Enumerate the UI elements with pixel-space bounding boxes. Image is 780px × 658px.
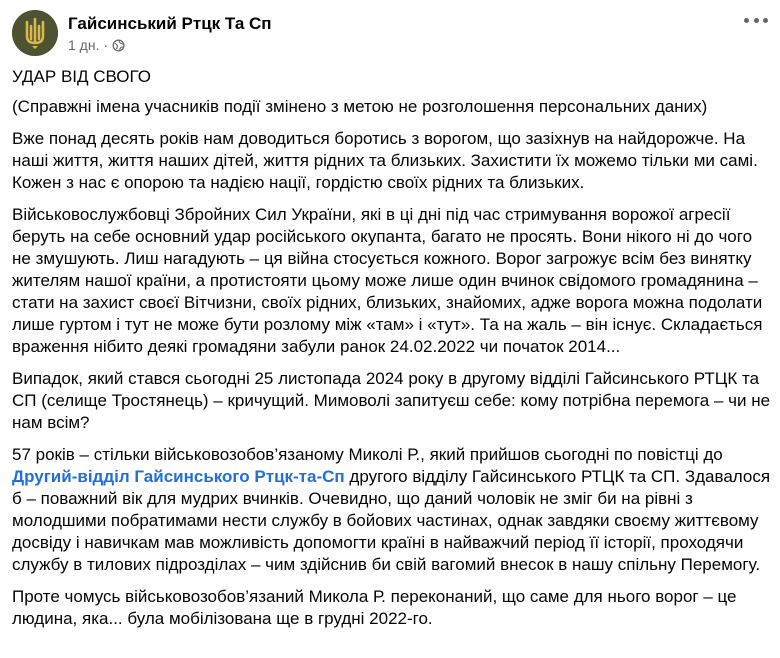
post-paragraph: Вже понад десять років нам доводиться боротись з ворогом, що зазіхнув на найдорожче. На наші життя, життя наших дітей, життя рідних та близьких. Захистити їх можемо тільки ми самі. Кожен з нас є опорою та надією нації, гордістю своїх рідних та близьких. (12, 129, 758, 192)
post-paragraph: Проте чомусь військовозобов’язаний Микола Р. переконаний, що саме для нього ворог – це людина, яка... була мобілізована ще в грудні 2022-го. (12, 587, 737, 628)
post-title: УДАР ВІД СВОГО (12, 67, 151, 86)
more-dot (754, 18, 759, 23)
globe-icon[interactable] (112, 39, 125, 52)
paragraph-text: другого відділу Гайсинського РТЦК та СП. Здавалося б – поважний вік для мудрих вчинків. Очевидно, що даний чоловік не зміг би на рівні з молодшими побратимами нести службу в бойових частинах, однак завдяки своєму життєвому досвіду і навичкам мав можливість допомогти країні в найважчий період її історії, проходячи службу в тилових підрозділах – чим здійснив би свій вагомий внесок в нашу спільну Перемогу. (12, 467, 771, 574)
avatar[interactable] (12, 10, 58, 56)
more-options-icon[interactable] (744, 16, 768, 24)
post-timestamp[interactable]: 1 дн. (68, 37, 100, 53)
post-content (12, 66, 772, 640)
page-mention-link[interactable]: Другий-відділ Гайсинського Ртцк-та-Сп (12, 467, 345, 486)
post-disclaimer: (Справжні імена учасників події змінено з метою не розголошення персональних даних) (12, 97, 708, 116)
more-dot (744, 18, 749, 23)
post-paragraph: Випадок, який стався сьогодні 25 листопада 2024 року в другому відділі Гайсинського РТЦК та СП (селище Тростянець) – кричущий. Мимоволі запитуєш себе: кому потрібна перемога – чи не нам всім? (12, 369, 771, 432)
trident-emblem-icon (12, 10, 58, 56)
post-paragraph: Військовослужбовці Збройних Сил України, які в ці дні під час стримування ворожої агресії беруть на себе основний удар російського окупанта, багато не просять. Вони нікого ні до чого не змушують. Лиш нагадують – ця війна стосується кожного. Ворог загрожує всім без винятку жителям нашої країни, а протистояти цьому може лише один вчинок свідомого громадянина – стати на захист своєї Вітчизни, своїх рідних, близьких, знайомих, адже ворога можна подолати лише гуртом і тут не може бути розлому між «там» і «тут». Та на жаль – він існує. Складається враження нібито деякі громадяни забули ранок 24.02.2022 чи початок 2014... (12, 205, 763, 356)
post-paragraph (12, 444, 772, 576)
author-name[interactable]: Гайсинський Ртцк Та Сп (68, 14, 272, 33)
meta-separator: · (103, 37, 109, 53)
post-meta (68, 37, 125, 53)
more-dot (763, 18, 768, 23)
paragraph-text: 57 років – стільки військовозобов’язаному Миколі Р., який прийшов сьогодні по повістці до (12, 445, 723, 464)
